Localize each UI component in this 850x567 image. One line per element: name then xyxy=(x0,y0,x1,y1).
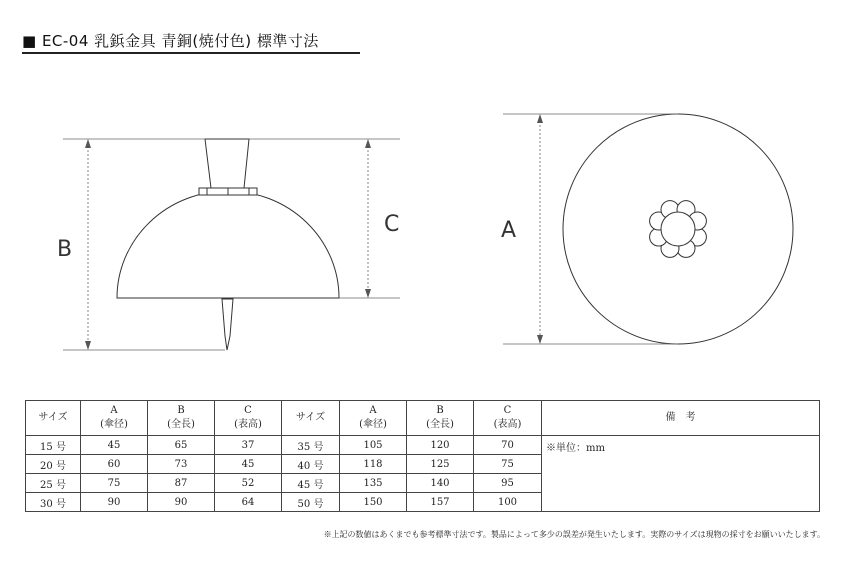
table-row xyxy=(26,436,820,455)
page-title: ■ EC-04 乳鋲金具 青銅(焼付色) 標準寸法 xyxy=(22,32,319,50)
table-cell: 75 xyxy=(81,474,148,493)
spike xyxy=(222,299,233,350)
table-cell: 50 号 xyxy=(282,493,340,512)
dome-shape xyxy=(117,191,339,298)
table-cell: 95 xyxy=(474,474,542,493)
table-cell: 40 号 xyxy=(282,455,340,474)
table-cell: 37 xyxy=(215,436,282,455)
table-cell: 125 xyxy=(407,455,474,474)
table-cell: 45 xyxy=(215,455,282,474)
table-cell: 73 xyxy=(148,455,215,474)
column-header: B (全長) xyxy=(407,401,474,436)
table-cell: 15 号 xyxy=(26,436,81,455)
table-cell: 120 xyxy=(407,436,474,455)
column-header: A (傘径) xyxy=(81,401,148,436)
table-cell: 20 号 xyxy=(26,455,81,474)
table-cell: 45 xyxy=(81,436,148,455)
table-cell: 30 号 xyxy=(26,493,81,512)
top-post xyxy=(205,139,249,188)
column-header: A (傘径) xyxy=(340,401,407,436)
table-cell: 87 xyxy=(148,474,215,493)
table-cell: 90 xyxy=(148,493,215,512)
size-table xyxy=(25,400,820,512)
dim-label-c: C xyxy=(384,212,400,237)
table-cell: 75 xyxy=(474,455,542,474)
table-cell: 118 xyxy=(340,455,407,474)
table-cell: 64 xyxy=(215,493,282,512)
table-cell: 90 xyxy=(81,493,148,512)
table-cell: 105 xyxy=(340,436,407,455)
rosette-center xyxy=(661,212,695,246)
remarks-header: 備 考 xyxy=(542,401,820,436)
table-cell: 135 xyxy=(340,474,407,493)
table-cell: 140 xyxy=(407,474,474,493)
column-header: サイズ xyxy=(26,401,81,436)
table-cell: 70 xyxy=(474,436,542,455)
table-cell: 157 xyxy=(407,493,474,512)
remarks-cell: ※単位：mm xyxy=(542,436,820,512)
footnote: ※上記の数値はあくまでも参考標準寸法です。製品によって多少の誤差が発生いたします。実際のサイズは現物の採寸をお願いいたします。 xyxy=(323,530,825,539)
table-cell: 35 号 xyxy=(282,436,340,455)
top-view xyxy=(563,114,793,344)
table-cell: 52 xyxy=(215,474,282,493)
table-cell: 150 xyxy=(340,493,407,512)
table-cell: 25 号 xyxy=(26,474,81,493)
table-header-row xyxy=(26,401,820,436)
dim-label-a: A xyxy=(501,218,517,243)
table-cell: 65 xyxy=(148,436,215,455)
side-view xyxy=(117,139,339,350)
table-cell: 45 号 xyxy=(282,474,340,493)
column-header: サイズ xyxy=(282,401,340,436)
column-header: B (全長) xyxy=(148,401,215,436)
column-header: C (表高) xyxy=(474,401,542,436)
column-header: C (表高) xyxy=(215,401,282,436)
table-cell: 100 xyxy=(474,493,542,512)
dim-label-b: B xyxy=(57,237,73,262)
table-cell: 60 xyxy=(81,455,148,474)
